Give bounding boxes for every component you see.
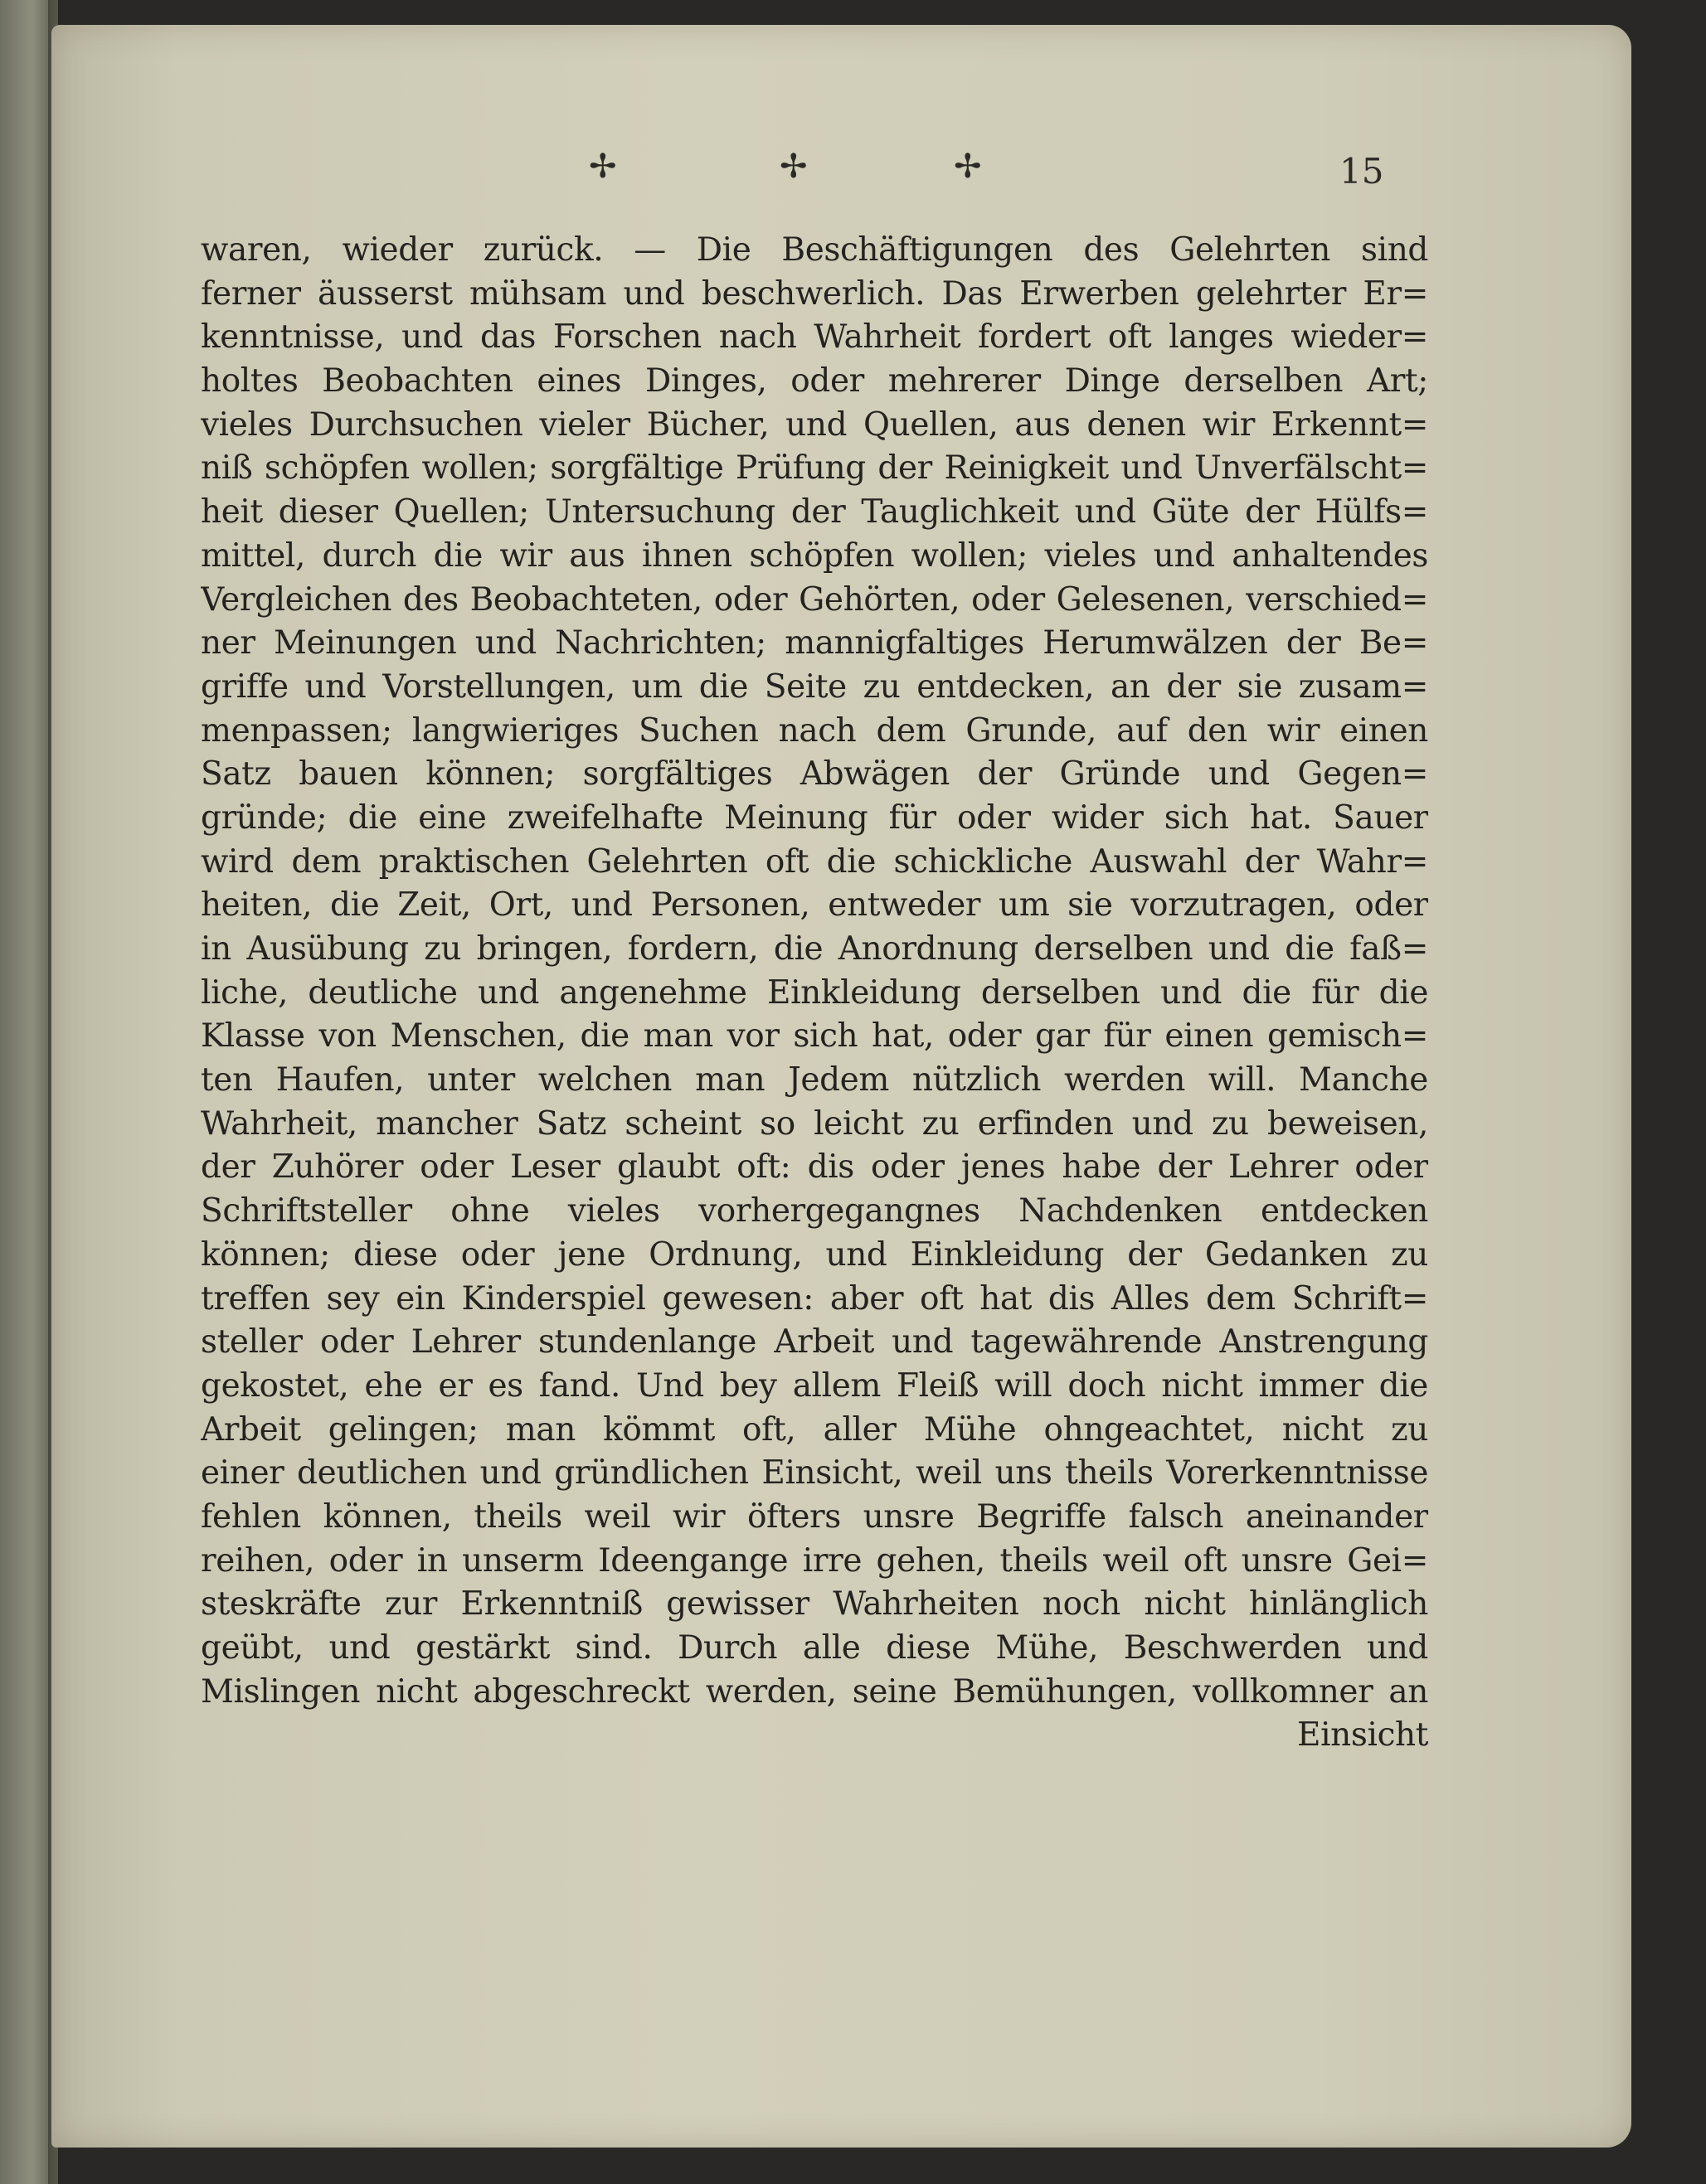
page-header xyxy=(51,148,1631,197)
text-line: griffe und Vorstellungen, um die Seite zu entdecken, an der sie zusam= xyxy=(201,667,1428,706)
text-line: reihen, oder in unserm Ideengange irre gehen, theils weil oft unsre Gei= xyxy=(201,1541,1428,1580)
ornament-icon: ✢ xyxy=(780,148,808,186)
text-line: fehlen können, theils weil wir öfters unsre Begriffe falsch aneinander xyxy=(201,1497,1428,1536)
book-page xyxy=(51,25,1631,2148)
text-line: vieles Durchsuchen vieler Bücher, und Quellen, aus denen wir Erkennt= xyxy=(201,405,1428,444)
text-line: niß schöpfen wollen; sorgfältige Prüfung der Reinigkeit und Unverfälscht= xyxy=(201,449,1428,488)
page-number: 15 xyxy=(1339,151,1384,192)
text-line: wird dem praktischen Gelehrten oft die schickliche Auswahl der Wahr= xyxy=(201,842,1428,881)
body-text xyxy=(201,229,1428,1758)
text-line: gründe; die eine zweifelhafte Meinung für oder wider sich hat. Sauer xyxy=(201,798,1428,837)
text-line: kenntnisse, und das Forschen nach Wahrheit fordert oft langes wieder= xyxy=(201,318,1428,357)
text-line: Mislingen nicht abgeschreckt werden, seine Bemühungen, vollkomner an xyxy=(201,1672,1428,1711)
text-line: heiten, die Zeit, Ort, und Personen, entweder um sie vorzutragen, oder xyxy=(201,886,1428,925)
text-line: menpassen; langwieriges Suchen nach dem Grunde, auf den wir einen xyxy=(201,711,1428,750)
text-line: mittel, durch die wir aus ihnen schöpfen wollen; vieles und anhaltendes xyxy=(201,536,1428,575)
text-line: Wahrheit, mancher Satz scheint so leicht zu erfinden und zu beweisen, xyxy=(201,1104,1428,1143)
text-line: waren, wieder zurück. — Die Beschäftigungen des Gelehrten sind xyxy=(201,231,1428,269)
ornament-icon: ✢ xyxy=(589,148,617,186)
text-line: ferner äusserst mühsam und beschwerlich. Das Erwerben gelehrter Er= xyxy=(201,274,1428,313)
text-line: einer deutlichen und gründlichen Einsicht, weil uns theils Vorerkenntnisse xyxy=(201,1454,1428,1492)
text-line: ten Haufen, unter welchen man Jedem nützlich werden will. Manche xyxy=(201,1061,1428,1099)
text-line: liche, deutliche und angenehme Einkleidung derselben und die für die xyxy=(201,973,1428,1012)
text-line: heit dieser Quellen; Untersuchung der Tauglichkeit und Güte der Hülfs= xyxy=(201,493,1428,531)
text-line: ner Meinungen und Nachrichten; mannigfaltiges Herumwälzen der Be= xyxy=(201,624,1428,662)
text-line: Klasse von Menschen, die man vor sich hat, oder gar für einen gemisch= xyxy=(201,1017,1428,1056)
text-line: Schriftsteller ohne vieles vorhergegangnes Nachdenken entdecken xyxy=(201,1192,1428,1230)
text-line: in Ausübung zu bringen, fordern, die Anordnung derselben und die faß= xyxy=(201,930,1428,968)
text-line: holtes Beobachten eines Dinges, oder mehrerer Dinge derselben Art; xyxy=(201,362,1428,400)
ornament-icon: ✢ xyxy=(954,148,982,186)
catchword: Einsicht xyxy=(1297,1716,1428,1754)
text-line: Vergleichen des Beobachteten, oder Gehörten, oder Gelesenen, verschied= xyxy=(201,580,1428,619)
text-line: treffen sey ein Kinderspiel gewesen: aber oft hat dis Alles dem Schrift= xyxy=(201,1279,1428,1318)
text-line: Satz bauen können; sorgfältiges Abwägen der Gründe und Gegen= xyxy=(201,755,1428,794)
text-line: steller oder Lehrer stundenlange Arbeit und tagewährende Anstrengung xyxy=(201,1323,1428,1361)
text-line: können; diese oder jene Ordnung, und Einkleidung der Gedanken zu xyxy=(201,1235,1428,1274)
text-line: geübt, und gestärkt sind. Durch alle diese Mühe, Beschwerden und xyxy=(201,1629,1428,1667)
text-line: steskräfte zur Erkenntniß gewisser Wahrheiten noch nicht hinlänglich xyxy=(201,1585,1428,1623)
text-line: gekostet, ehe er es fand. Und bey allem Fleiß will doch nicht immer die xyxy=(201,1366,1428,1405)
text-line: der Zuhörer oder Leser glaubt oft: dis oder jenes habe der Lehrer oder xyxy=(201,1148,1428,1187)
text-line: Arbeit gelingen; man kömmt oft, aller Mühe ohngeachtet, nicht zu xyxy=(201,1410,1428,1449)
